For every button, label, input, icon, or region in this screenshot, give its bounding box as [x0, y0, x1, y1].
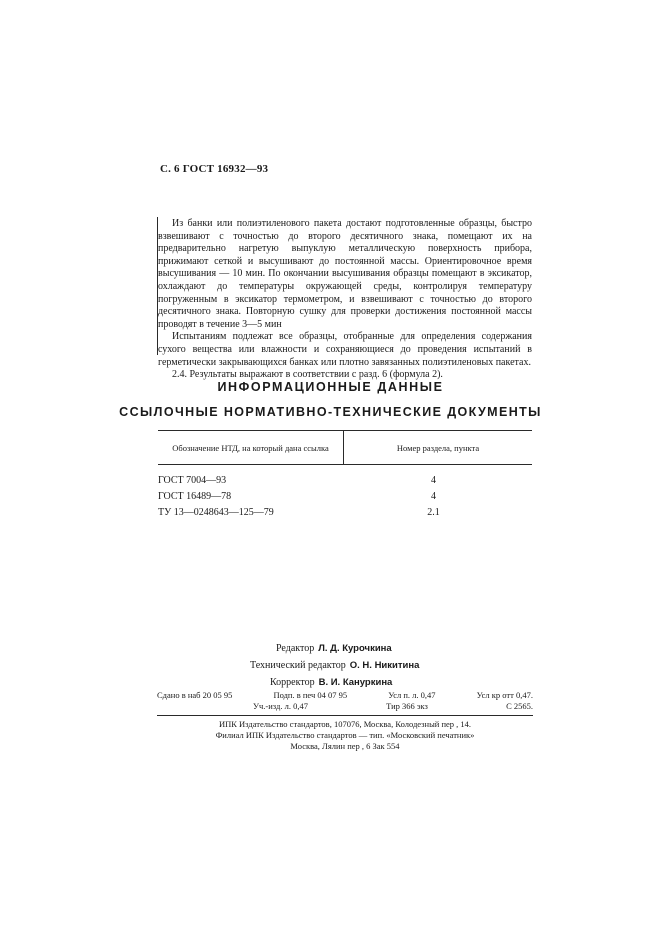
- imprint-row-2: [157, 701, 533, 712]
- table-row: [158, 473, 532, 489]
- imprint-divider: [157, 715, 533, 716]
- publisher-line-2: Филиал ИПК Издательство стандартов — тип. «Московский печатник»: [215, 730, 475, 740]
- editor-line: [250, 640, 510, 657]
- table-body: [158, 465, 532, 521]
- reference-table: [158, 430, 532, 521]
- cell-section: 2.1: [427, 507, 440, 518]
- credits: [250, 640, 510, 691]
- refs-heading: ССЫЛОЧНЫЕ НОРМАТИВНО-ТЕХНИЧЕСКИЕ ДОКУМЕНТЫ: [119, 405, 542, 419]
- cell-document: ГОСТ 7004—93: [158, 475, 227, 486]
- cell-section: 4: [431, 475, 436, 486]
- imprint-pub-sheets: Уч.-изд. л. 0,47: [253, 701, 308, 711]
- imprint-signed: Подп. в печ 04 07 95: [273, 690, 348, 700]
- corrector-line: [250, 674, 510, 691]
- cell-document: ГОСТ 16489—78: [158, 491, 232, 502]
- imprint-prints: Усл кр отт 0,47.: [476, 690, 533, 700]
- header-section: Номер раздела, пункта: [396, 442, 480, 453]
- tech-editor-name: О. Н. Никитина: [349, 660, 420, 671]
- editor-name: Л. Д. Курочкина: [318, 643, 392, 654]
- tech-editor-line: [250, 657, 510, 674]
- imprint-typeset: Сдано в наб 20 05 95: [157, 690, 233, 700]
- corrector-label: Корректор: [270, 677, 315, 688]
- imprint-circulation: Тир 366 экз: [386, 701, 428, 711]
- publisher-line-1: ИПК Издательство стандартов, 107076, Москва, Колодезный пер , 14.: [218, 719, 472, 729]
- cell-document: ТУ 13—0248643—125—79: [158, 507, 274, 518]
- paragraph-samples: Испытаниям подлежат все образцы, отобранные для определения содержания сухого вещества или влажности и сохраняющиеся до проведения испытаний в герметически закрывающихся банках или плотно завязанных полиэтиленовых пакетах.: [158, 331, 532, 368]
- body-text: [158, 218, 532, 382]
- header-document: Обозначение НТД, на который дана ссылка: [158, 431, 344, 464]
- publisher-line-3: Москва, Лялин пер , 6 Зак 554: [290, 741, 400, 751]
- tech-editor-label: Технический редактор: [250, 660, 346, 671]
- page-header: С. 6 ГОСТ 16932—93: [160, 163, 269, 175]
- imprint-row-1: [157, 690, 533, 701]
- paragraph-drying-procedure: Из банки или полиэтиленового пакета достают подготовленные образцы, быстро взвешивают с точностью до второго десятичного знака, помещают их на предварительно нагретую выпуклую металлическую поверхность прибора, прижимают сеткой и высушивают до постоянной массы. Ориентировочное время высушивания — 10 мин. По окончании высушивания образцы помещают в эксикатор, охлаждают до температуры окружающей среды, контролируя температуру погруженным в эксикатор термометром, и взвешивают с точностью до второго десятичного знака. Повторную сушку для проверки достижения постоянной массы проводят в течение 3—5 мин: [158, 218, 532, 330]
- imprint: [157, 690, 533, 752]
- paragraph-results: 2.4. Результаты выражают в соответствии с разд. 6 (формула 2).: [172, 369, 443, 381]
- corrector-name: В. И. Кануркина: [318, 677, 393, 688]
- table-header: [158, 431, 532, 465]
- imprint-code: С 2565.: [506, 701, 533, 711]
- table-row: [158, 489, 532, 505]
- table-row: [158, 505, 532, 521]
- info-heading: ИНФОРМАЦИОННЫЕ ДАННЫЕ: [217, 380, 444, 394]
- cell-section: 4: [431, 491, 436, 502]
- editor-label: Редактор: [276, 643, 315, 654]
- imprint-sheets: Усл п. л. 0,47: [388, 690, 436, 700]
